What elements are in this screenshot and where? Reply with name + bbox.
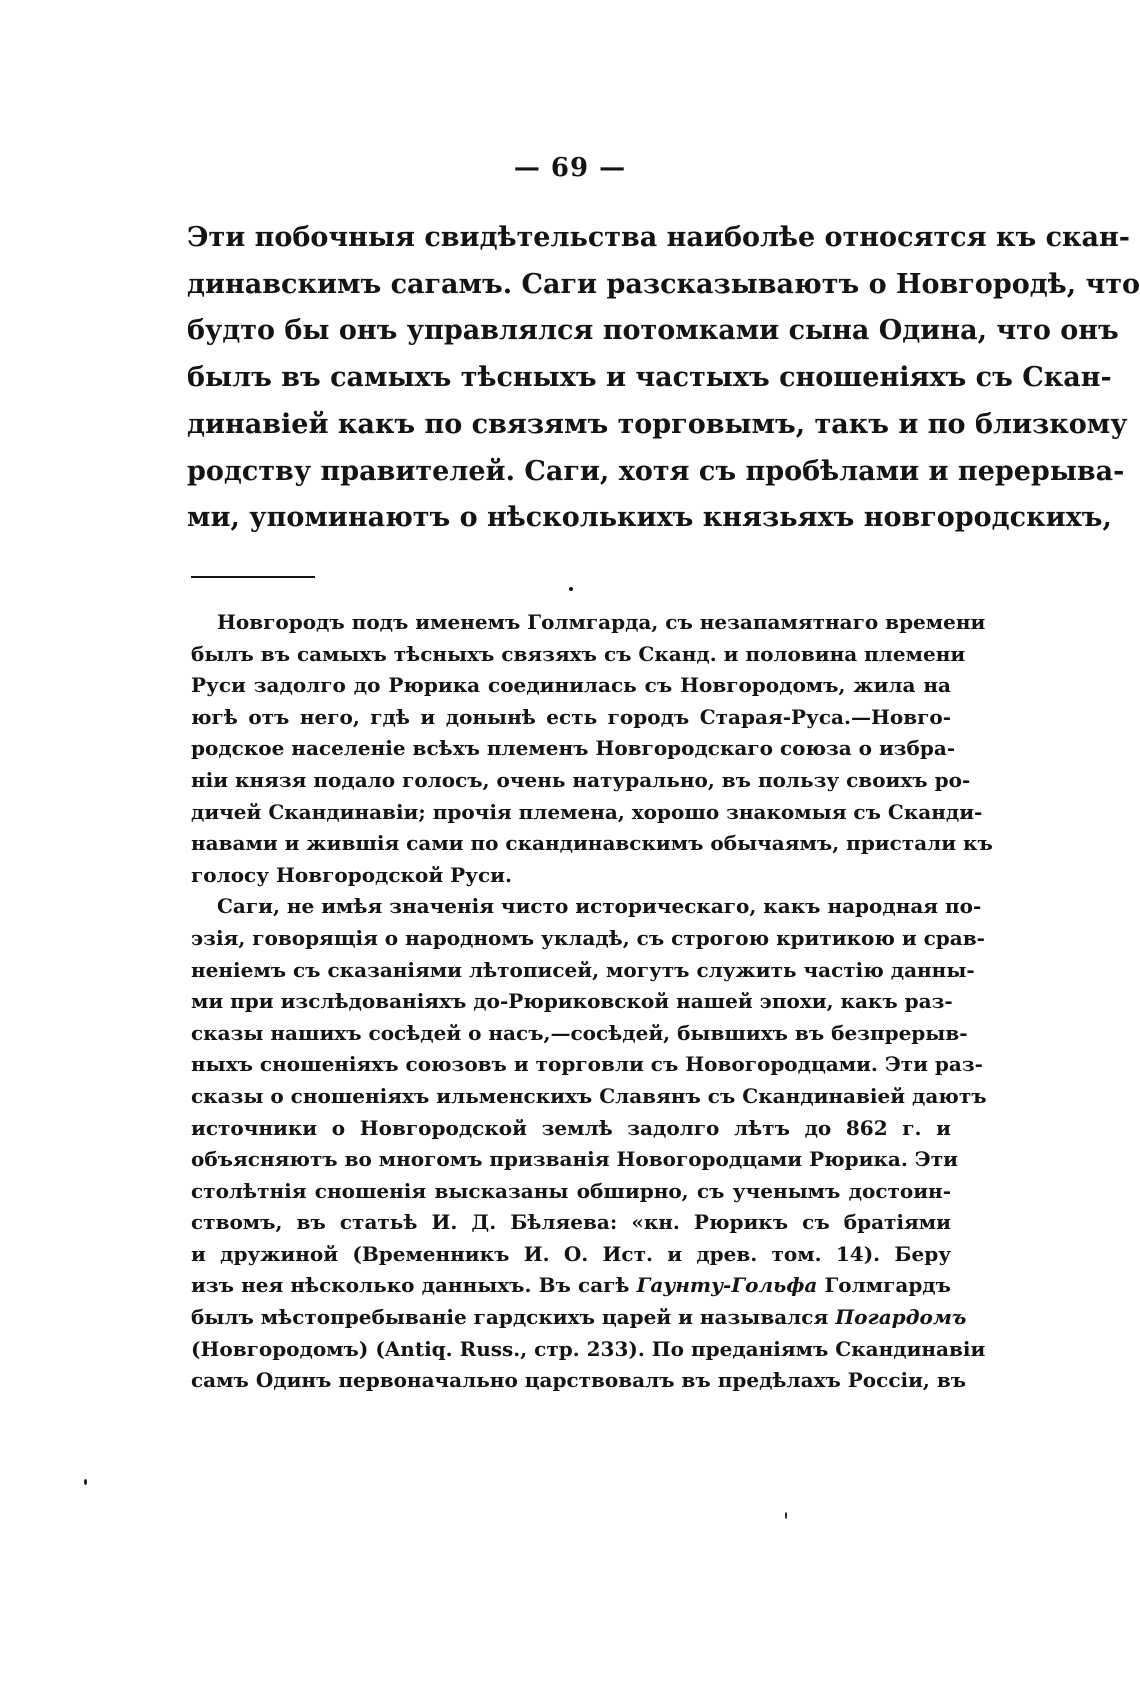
page-number: — 69 —	[513, 153, 627, 183]
footnote-line-with-saga	[191, 1270, 951, 1302]
footnote-separator	[191, 576, 315, 578]
footnote-line: (Новгородомъ) (Antiq. Russ., стр. 233). По преданіямъ Скандинавіи	[191, 1336, 986, 1361]
footnote-line: Саги, не имѣя значенія чисто историческаго, какъ народная по-	[217, 894, 982, 919]
ink-speck	[785, 1512, 787, 1519]
footnote-line: сказы о сношеніяхъ ильменскихъ Славянъ съ Скандинавіей даютъ	[191, 1083, 987, 1108]
footnote-line: неніемъ съ сказаніями лѣтописей, могутъ служить частію данны-	[191, 957, 975, 982]
footnote-line: Новгородъ подъ именемъ Голмгарда, съ незапамятнаго времени	[217, 610, 986, 634]
saga-name: Гаунту-Гольфа	[636, 1273, 818, 1298]
main-text-block	[187, 215, 1140, 542]
footnote-line: ми при изслѣдованіяхъ до-Рюриковской нашей эпохи, какъ раз-	[191, 989, 953, 1014]
footnote-text: былъ мѣстопребываніе гардскихъ царей и назывался	[191, 1305, 836, 1330]
footnote-line: ствомъ, въ статьѣ И. Д. Бѣляева: «кн. Рюрикъ съ братіями	[191, 1210, 951, 1235]
footnote-line: столѣтнія сношенія высказаны обширно, съ ученымъ достоин-	[191, 1178, 951, 1203]
pogard-word: Погардомъ	[835, 1305, 967, 1330]
footnote-line: голосу Новгородской Руси.	[191, 862, 512, 887]
main-text-line: ми, упоминаютъ о нѣсколькихъ князьяхъ новгородскихъ,	[187, 502, 1112, 534]
main-text-line: Эти побочныя свидѣтельства наиболѣе относятся къ скан-	[187, 222, 1130, 253]
footnote-text: Голмгардъ	[817, 1273, 951, 1298]
footnote-line: навами и жившія сами по скандинавскимъ обычаямъ, пристали къ	[191, 831, 993, 856]
footnote-line: эзія, говорящія о народномъ укладѣ, съ строгою критикою и срав-	[191, 925, 985, 950]
footnote-line: былъ въ самыхъ тѣсныхъ связяхъ съ Сканд. и половина племени	[191, 641, 966, 666]
footnote-line-with-pogard	[191, 1302, 967, 1334]
footnote-line: дичей Скандинавіи; прочія племена, хорошо знакомыя съ Сканди-	[191, 799, 983, 824]
footnote-text: изъ нея нѣсколько данныхъ. Въ сагѣ	[191, 1273, 637, 1298]
ink-speck	[569, 587, 573, 591]
footnote-line: югѣ отъ него, гдѣ и донынѣ есть городъ Старая-Руса.—Новго-	[191, 704, 951, 729]
footnote-line: ніи князя подало голосъ, очень натурально, въ пользу своихъ ро-	[191, 767, 971, 792]
footnote-line: и дружиной (Временникъ И. О. Ист. и древ. том. 14). Беру	[191, 1241, 951, 1266]
footnotes-block	[191, 607, 993, 1397]
footnote-line: ныхъ сношеніяхъ союзовъ и торговли съ Новогородцами. Эти раз-	[191, 1052, 983, 1077]
footnote-line: источники о Новгородской землѣ задолго лѣтъ до 862 г. и	[191, 1115, 951, 1140]
main-text-line: будто бы онъ управлялся потомками сына Одина, что онъ	[187, 315, 1119, 347]
footnote-line: Руси задолго до Рюрика соединилась съ Новгородомъ, жила на	[191, 673, 951, 698]
ink-speck	[84, 1479, 87, 1485]
main-text-line: родству правителей. Саги, хотя съ пробѣлами и перерыва-	[187, 455, 1125, 487]
footnote-line: родское населеніе всѣхъ племенъ Новгородскаго союза о избра-	[191, 736, 956, 761]
main-text-line: динавіей какъ по связямъ торговымъ, такъ и по близкому	[187, 408, 1128, 440]
footnote-line: самъ Одинъ первоначально царствовалъ въ предѣлахъ Россіи, въ	[191, 1368, 967, 1393]
main-text-line: былъ въ самыхъ тѣсныхъ и частыхъ сношеніяхъ съ Скан-	[187, 362, 1112, 394]
main-text-line: динавскимъ сагамъ. Саги разсказываютъ о Новгородѣ, что	[187, 268, 1140, 300]
footnote-line: объясняютъ во многомъ призванія Новогородцами Рюрика. Эти	[191, 1147, 958, 1172]
footnote-line: сказы нашихъ сосѣдей о насъ,—сосѣдей, бывшихъ въ безпрерыв-	[191, 1020, 968, 1045]
